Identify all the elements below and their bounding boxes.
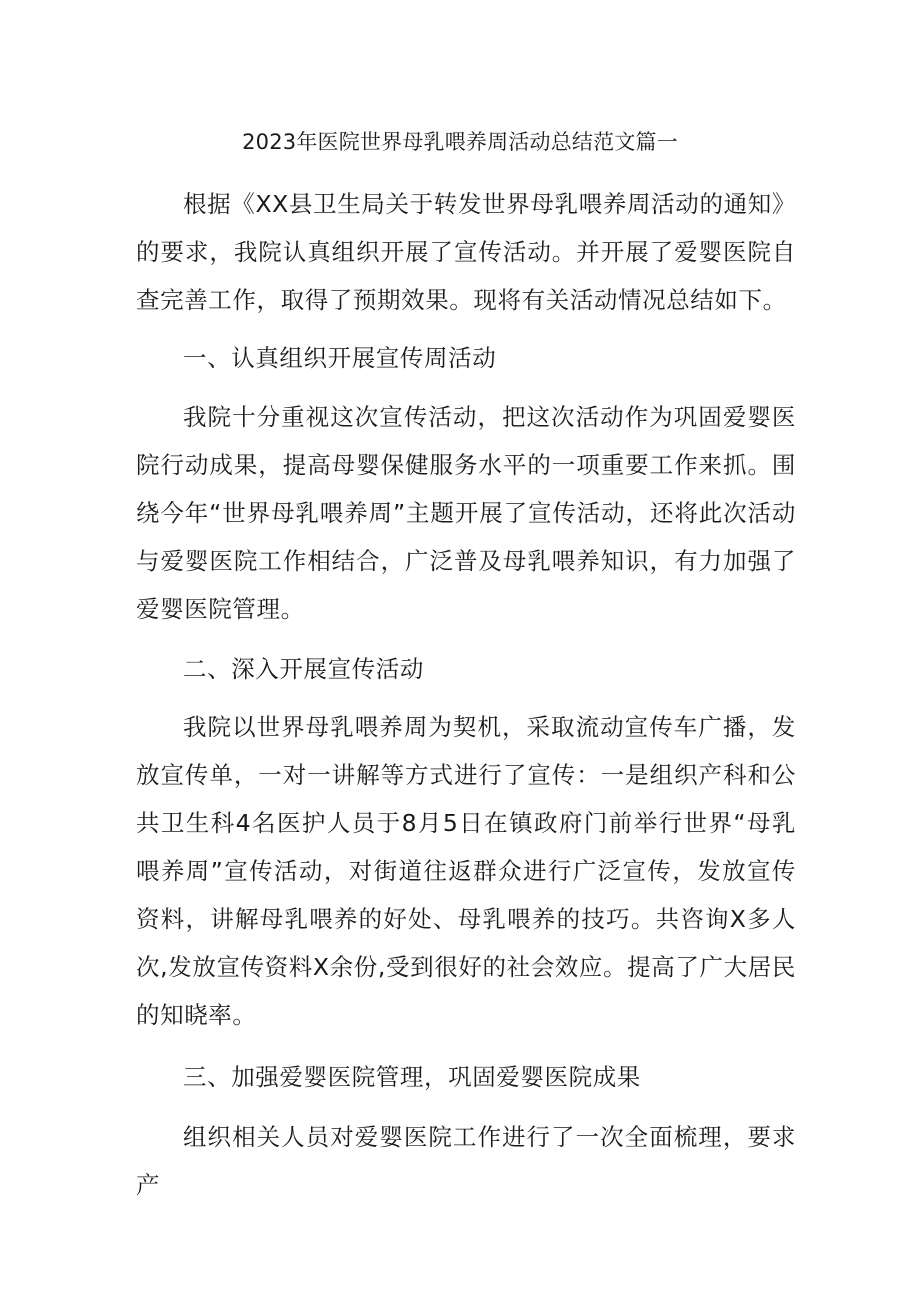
section-body-1: 我院十分重视这次宣传活动，把这次活动作为巩固爱婴医院行动成果，提高母婴保健服务水平的一项重要工作来抓。围绕今年“世界母乳喂养周”主题开展了宣传活动，还将此次活动与爱婴医院工作相结合，广泛普及母乳喂养知识，有力加强了爱婴医院管理。: [136, 403, 796, 623]
section-heading-1: 一、认真组织开展宣传周活动: [183, 344, 497, 372]
section-body-3: 组织相关人员对爱婴医院工作进行了一次全面梳理，要求产: [136, 1123, 796, 1199]
document-title: 2023年医院世界母乳喂养周活动总结范文篇一: [242, 130, 678, 154]
section-heading-3: 三、加强爱婴医院管理，巩固爱婴医院成果: [183, 1063, 641, 1091]
intro-paragraph: 根据《XX县卫生局关于转发世界母乳喂养周活动的通知》的要求，我院认真组织开展了宣传活动。并开展了爱婴医院自查完善工作，取得了预期效果。现将有关活动情况总结如下。: [136, 190, 796, 314]
section-heading-2: 二、深入开展宣传活动: [183, 655, 424, 683]
section-body-2: 我院以世界母乳喂养周为契机，采取流动宣传车广播，发放宣传单，一对一讲解等方式进行了宣传：一是组织产科和公共卫生科4名医护人员于8月5日在镇政府门前举行世界“母乳喂养周”宣传活动，对街道往返群众进行广泛宣传，发放宣传资料，讲解母乳喂养的好处、母乳喂养的技巧。共咨询X多人次,发放宣传资料X余份,受到很好的社会效应。提高了广大居民的知晓率。: [136, 713, 796, 1029]
